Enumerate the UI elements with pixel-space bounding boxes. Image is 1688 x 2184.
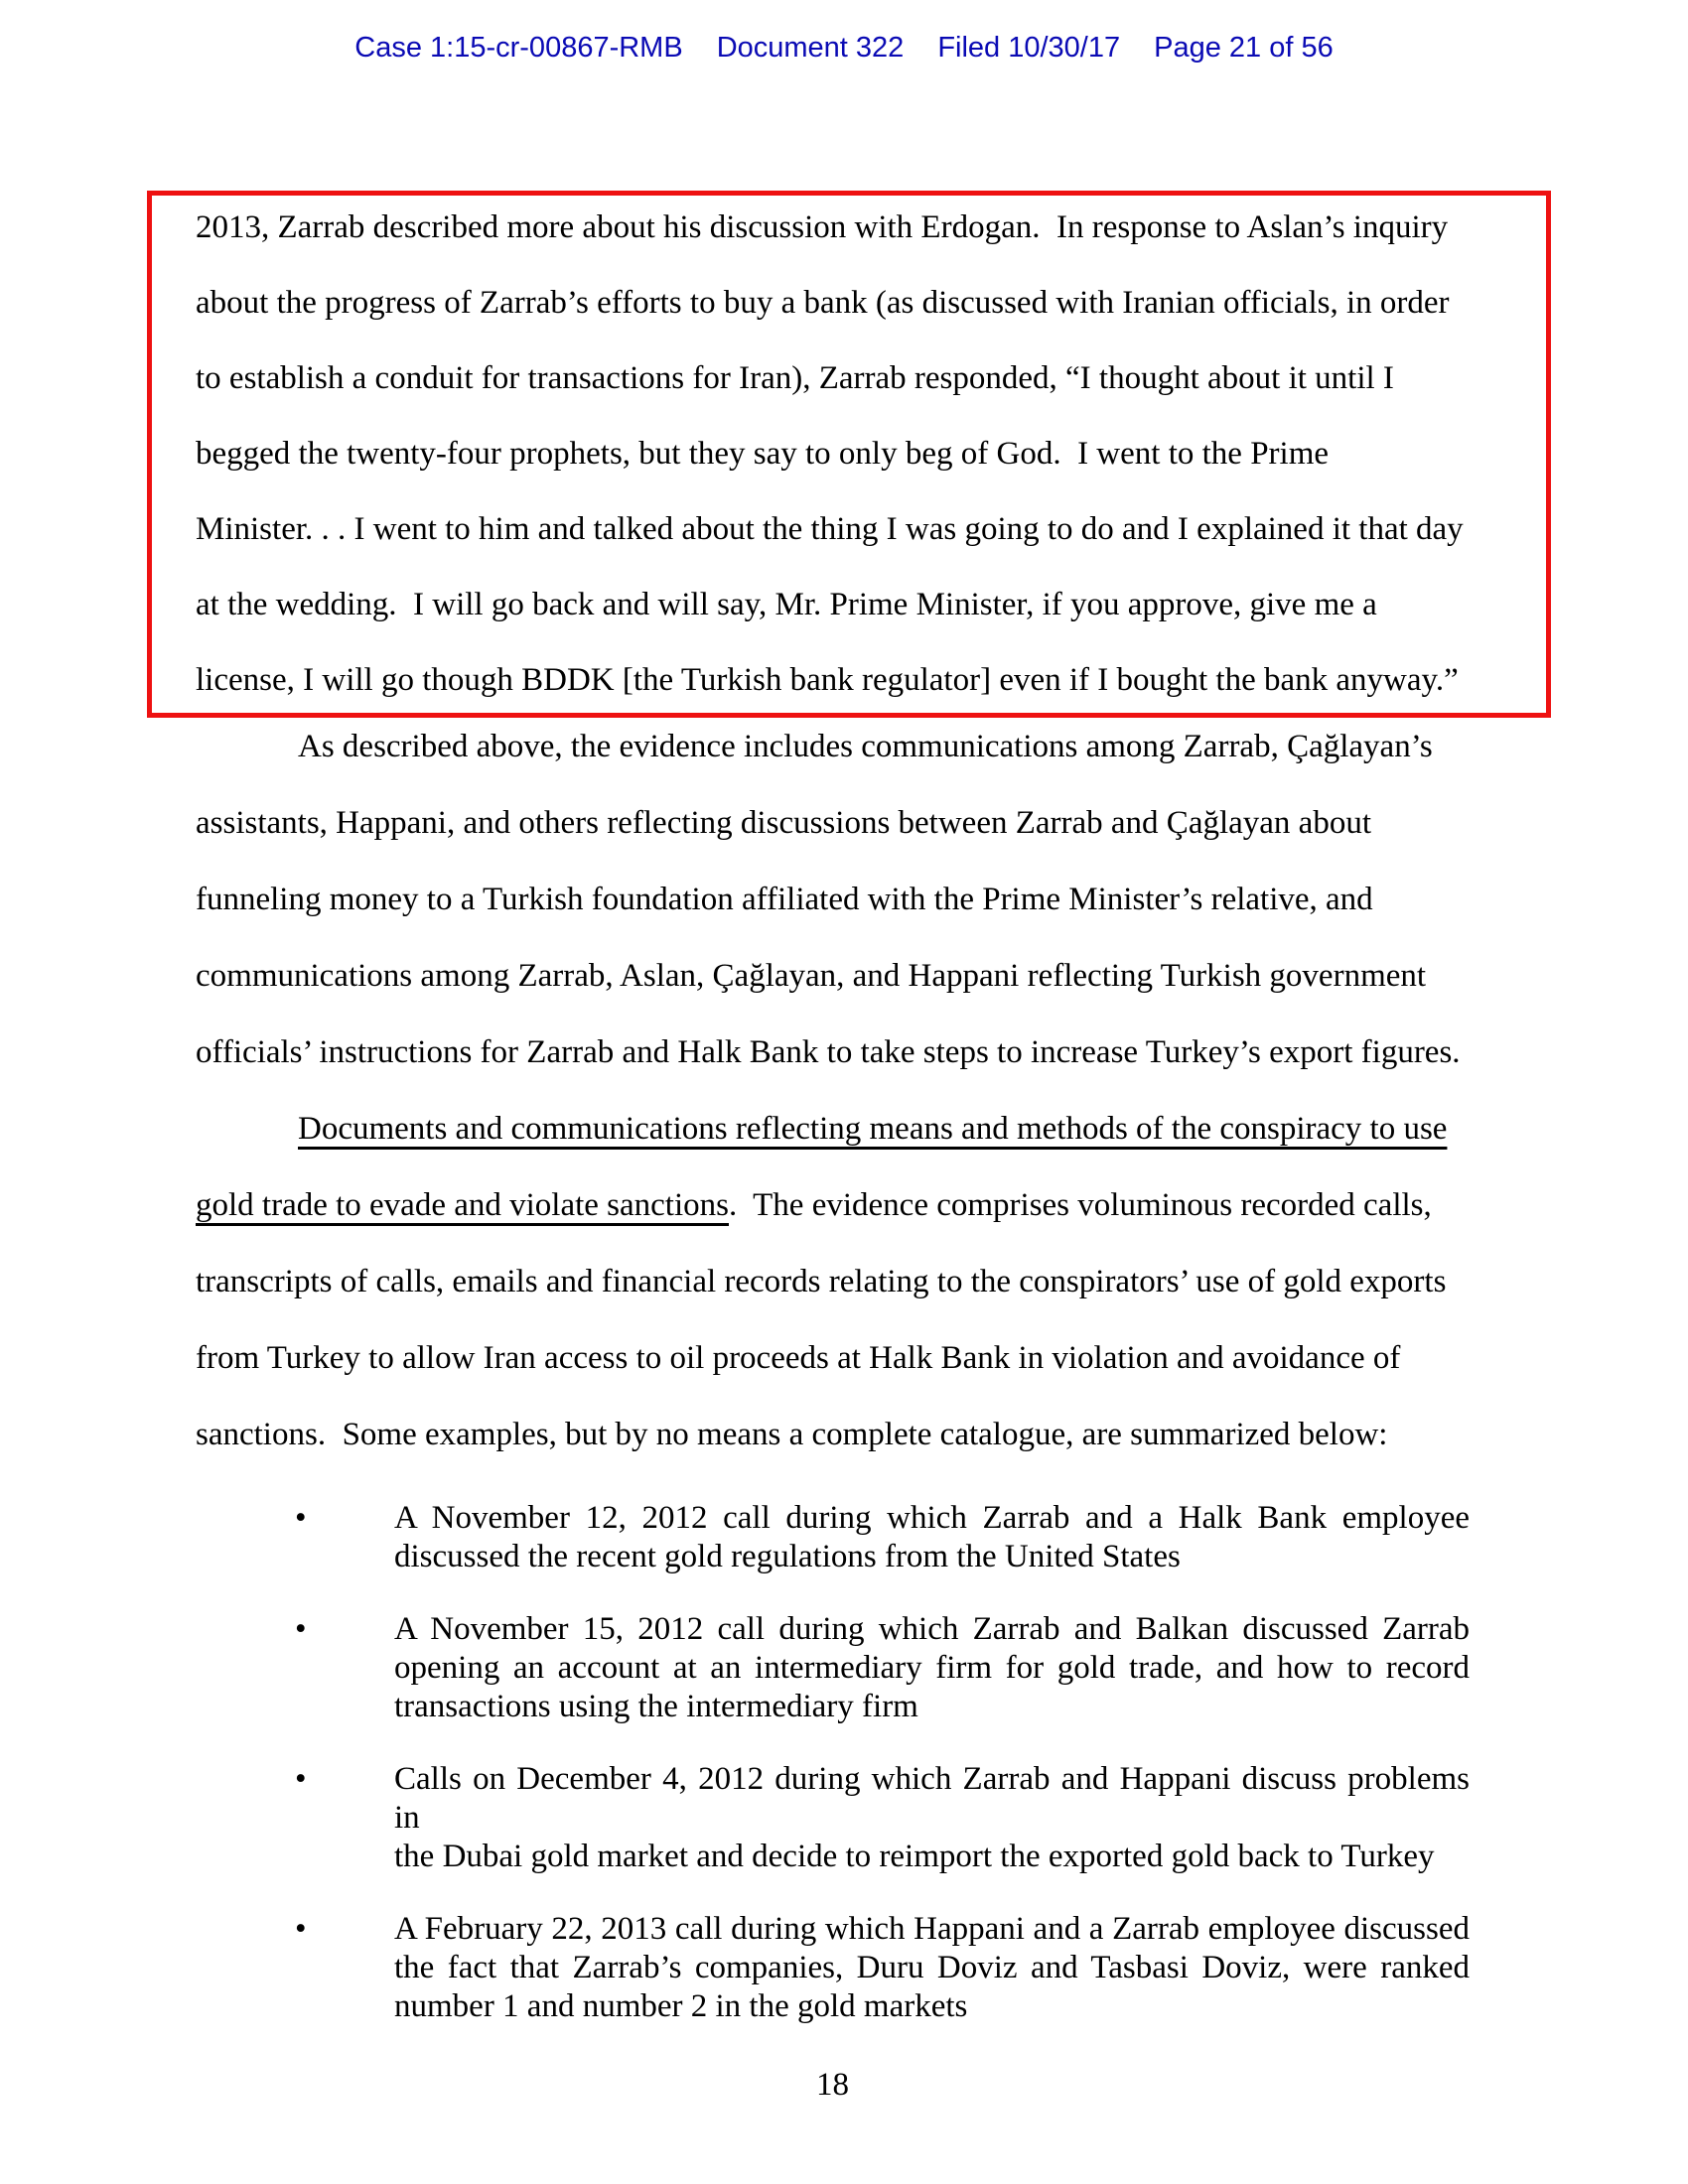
text-line: As described above, the evidence includes communications among Zarrab, Çağlayan’s: [298, 729, 1433, 764]
list-item: [196, 1610, 1470, 1726]
list-item: [196, 1760, 1470, 1876]
filed-date: Filed 10/30/17: [937, 32, 1121, 64]
quote-text: [196, 191, 1518, 718]
examples-list: [196, 1499, 1470, 2026]
text-line: transcripts of calls, emails and financial records relating to the conspirators’ use of gold exports: [196, 1264, 1447, 1299]
case-number: Case 1:15-cr-00867-RMB: [354, 32, 683, 64]
paragraph-evidence: [196, 709, 1470, 1091]
text-line: A November 12, 2012 call during which Zarrab and a Halk Bank employee: [394, 1500, 1470, 1536]
bullet-icon: •: [295, 1761, 307, 1797]
text-line: from Turkey to allow Iran access to oil proceeds at Halk Bank in violation and avoidance of: [196, 1340, 1401, 1376]
text-line: the Dubai gold market and decide to reimport the exported gold back to Turkey: [394, 1839, 1435, 1874]
list-item: [196, 1910, 1470, 2026]
text-line: [196, 1091, 1470, 1167]
paragraph-gold-trade: [196, 1091, 1470, 1473]
text-run: . The evidence comprises voluminous recorded calls,: [729, 1187, 1432, 1223]
text-line: assistants, Happani, and others reflecting discussions between Zarrab and Çağlayan about: [196, 805, 1371, 841]
text-line: Minister. . . I went to him and talked about the thing I was going to do and I explained it that day: [196, 511, 1464, 547]
bullet-icon: •: [295, 1611, 307, 1647]
text-line: begged the twenty-four prophets, but they say to only beg of God. I went to the Prime: [196, 436, 1330, 472]
case-caption: [0, 30, 1688, 66]
text-line: to establish a conduit for transactions for Iran), Zarrab responded, “I thought about it until I: [196, 360, 1394, 396]
page-number: 18: [816, 2067, 849, 2103]
text-line: [196, 1167, 1470, 1244]
text-line: license, I will go though BDDK [the Turkish bank regulator] even if I bought the bank anyway.”: [196, 662, 1459, 698]
text-line: opening an account at an intermediary firm for gold trade, and how to record: [394, 1650, 1470, 1686]
text-line: Calls on December 4, 2012 during which Zarrab and Happani discuss problems in: [394, 1761, 1470, 1836]
text-line: A February 22, 2013 call during which Happani and a Zarrab employee discussed: [394, 1911, 1470, 1947]
underlined-heading: gold trade to evade and violate sanctions: [196, 1187, 729, 1223]
bullet-icon: •: [295, 1911, 307, 1947]
text-line: the fact that Zarrab’s companies, Duru Doviz and Tasbasi Doviz, were ranked: [394, 1950, 1470, 1985]
page-indicator: Page 21 of 56: [1154, 32, 1334, 64]
text-line: funneling money to a Turkish foundation affiliated with the Prime Minister’s relative, and: [196, 882, 1373, 917]
document-number: Document 322: [716, 32, 905, 64]
text-line: A November 15, 2012 call during which Zarrab and Balkan discussed Zarrab: [394, 1611, 1470, 1647]
text-line: about the progress of Zarrab’s efforts to buy a bank (as discussed with Iranian officials, in order: [196, 285, 1450, 321]
text-line: sanctions. Some examples, but by no means a complete catalogue, are summarized below:: [196, 1417, 1388, 1452]
text-line: communications among Zarrab, Aslan, Çağlayan, and Happani reflecting Turkish government: [196, 958, 1427, 994]
text-line: 2013, Zarrab described more about his discussion with Erdogan. In response to Aslan’s inquiry: [196, 209, 1449, 245]
bullet-icon: •: [295, 1500, 307, 1536]
underlined-heading: Documents and communications reflecting means and methods of the conspiracy to use: [298, 1111, 1448, 1147]
text-line: transactions using the intermediary firm: [394, 1689, 918, 1724]
text-line: number 1 and number 2 in the gold markets: [394, 1988, 968, 2024]
body-text: [196, 709, 1470, 2105]
text-line: at the wedding. I will go back and will say, Mr. Prime Minister, if you approve, give me a: [196, 587, 1377, 622]
list-item: [196, 1499, 1470, 1576]
text-line: discussed the recent gold regulations from the United States: [394, 1539, 1181, 1574]
highlighted-quote-box: [147, 191, 1551, 718]
text-line: officials’ instructions for Zarrab and Halk Bank to take steps to increase Turkey’s export figures.: [196, 1034, 1461, 1070]
